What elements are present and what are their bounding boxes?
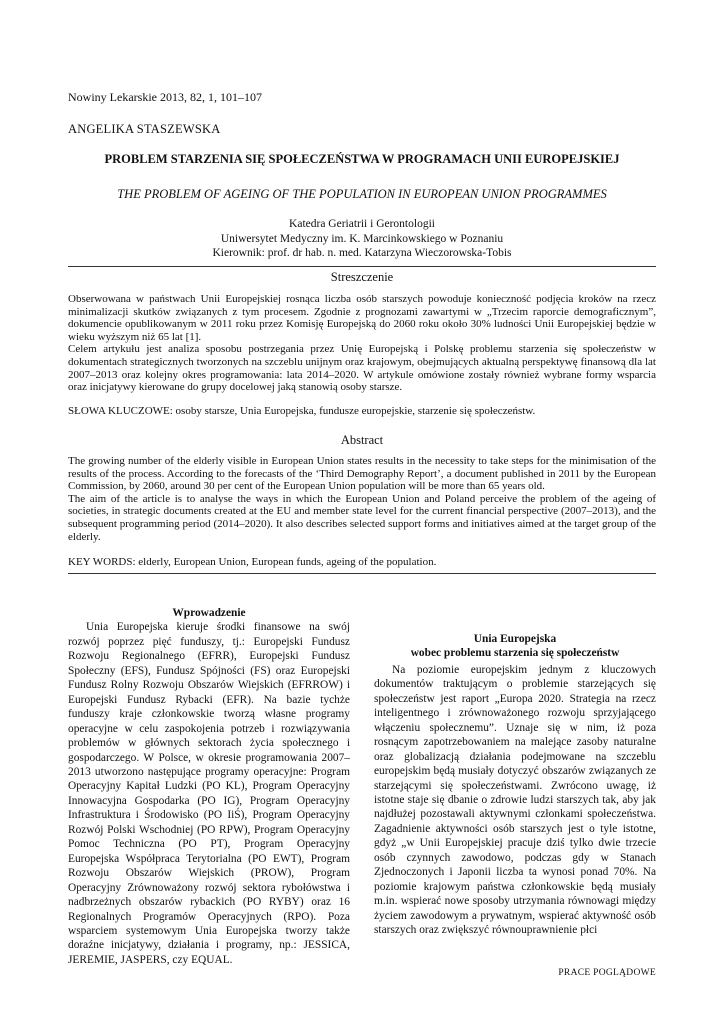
affiliation	[40, 217, 684, 261]
abstract-heading: Abstract	[340, 433, 384, 447]
title-english: THE PROBLEM OF AGEING OF THE POPULATION IN EUROPEAN UNION PROGRAMMES	[117, 187, 607, 201]
abstract-paragraph: The growing number of the elderly visible in European Union states results in the necessity to take steps for the minimisation of the results of the process. According to the forecasts of the ‘Third Demography Report’, a document published in 2011 by the European Commission, by 2060, around 30 per cent of the European Union population will be more than 65 years old.	[68, 455, 656, 493]
body-paragraph: Unia Europejska kieruje środki finansowe na swój rozwój poprzez pięć funduszy, tj.: Europejski Fundusz Rozwoju Regionalnego (EFRR), Europejski Fundusz Społeczny (EFS), Fundusz Spójności (FS) oraz Europejski Fundusz Rolny Rozwoju Obszarów Wiejskich (EFRROW) i Europejski Fundusz Rybacki (EFR). Na bazie tychże funduszy kraje członkowskie tworzą własne programy operacyjne w celu zaspokojenia potrzeb i rozwiązywania problemów w głównych sektorach życia społecznego i gospodarczego. W Polsce, w okresie programowania 2007–2013 utworzono następujące programy operacyjne: Program Operacyjny Kapitał Ludzki (PO KL), Program Operacyjny Innowacyjna Gospodarka (PO IG), Program Operacyjny Infrastruktura i Środowisko (PO IiŚ), Program Operacyjny Rozwój Polski Wschodniej (PO RPW), Program Operacyjny Pomoc Techniczna (PO PT), Program Operacyjny Europejska Współpraca Terytorialna (PO EWT), Program Rozwoju Obszarów Wiejskich (PROW), Program Operacyjny Zrównoważony rozwój sektora rybołówstwa i nadbrzeżnych obszarów rybackich (PO RYBY) oraz 16 Regionalnych Programów Operacyjnych (RPO). Poza wsparciem systemowym Unia Europejska tworzy także doraźne inicjatywy, działania i programy, np.: JESSICA, JEREMIE, JASPERS, czy EQUAL.	[68, 621, 350, 966]
left-column	[68, 606, 350, 967]
divider	[68, 266, 656, 267]
section-label: PRACE POGLĄDOWE	[558, 968, 656, 978]
right-column	[374, 600, 656, 938]
title-polish: PROBLEM STARZENIA SIĘ SPOŁECZEŃSTWA W PROGRAMACH UNII EUROPEJSKIEJ	[104, 152, 620, 166]
keywords-polish: SŁOWA KLUCZOWE: osoby starsze, Unia Europejska, fundusze europejskie, starzenie się społeczeństw.	[68, 405, 536, 417]
streszczenie-body	[68, 293, 656, 394]
section-heading-line: wobec problemu starzenia się społeczeństw	[410, 647, 620, 660]
body-paragraph: Na poziomie europejskim jednym z kluczowych dokumentów traktującym o problemie starzejących się społeczeństw jest raport „Europa 2020. Strategia na rzecz inteligentnego i zrównoważonego rozwoju sprzyjającego włączeniu społecznemu”. Uznaje się w nim, iż poza rosnącym zapotrzebowaniem na malejące zasoby naturalne oraz globalizacją działania podejmowane na szczeblu europejskim będą musiały dotyczyć obszarów związanych ze starzejącymi się społeczeństwami. Zwrócono uwagę, iż istotne staje się dbanie o zdrowie ludzi starszych tak, aby jak najdłużej pozostawali aktywnymi członkami społeczeństwa. Zagadnienie aktywności osób starszych jest o tyle istotne, gdyż „w Unii Europejskiej pracuje dziś tylko dwie trzecie osób czynnych zawodowo, podczas gdy w Stanach Zjednoczonych i Japonii liczba ta wynosi ponad 70%. Na poziomie krajowym państwa członkowskie będą musiały m.in. wspierać nowe sposoby utrzymania równowagi między życiem zawodowym a prywatnym, wspierać aktywność osób starszych oraz zwiększyć równouprawnienie płci	[374, 663, 656, 937]
section-heading-eu	[374, 632, 656, 661]
affiliation-line: Kierownik: prof. dr hab. n. med. Katarzyna Wieczorowska-Tobis	[212, 247, 512, 259]
section-heading-introduction: Wprowadzenie	[172, 607, 246, 619]
keywords-english: KEY WORDS: elderly, European Union, European funds, ageing of the population.	[68, 556, 437, 568]
streszczenie-heading: Streszczenie	[330, 270, 394, 284]
abstract-body	[68, 455, 656, 543]
divider	[68, 573, 656, 574]
abstract-paragraph: The aim of the article is to analyse the ways in which the European Union and Poland perceive the problem of the ageing of societies, in strategic documents created at the EU and member state level for the current financial perspective (2007–2013), and the subsequent programming period (2014–2020). It also describes selected support forms and initiatives aimed at the target group of the elderly.	[68, 492, 656, 543]
streszczenie-paragraph: Celem artykułu jest analiza sposobu postrzegania przez Unię Europejską i Polskę problemu starzenia się społeczeństw w dokumentach strategicznych tworzonych na szczeblu unijnym oraz krajowym, obejmujących aktualną perspektywę finansową dla lat 2007–2013 oraz kolejny okres programowania: lata 2014–2020. W artykule omówione zostały również wybrane formy wsparcia oraz inicjatywy kierowane do grupy docelowej jaką stanowią osoby starsze.	[68, 343, 656, 394]
author-name: ANGELIKA STASZEWSKA	[68, 122, 221, 136]
affiliation-line: Katedra Geriatrii i Gerontologii	[289, 218, 435, 230]
section-heading-line: Unia Europejska	[473, 633, 557, 645]
streszczenie-paragraph: Obserwowana w państwach Unii Europejskiej rosnąca liczba osób starszych powoduje konieczność podjęcia kroków na rzecz minimalizacji skutków związanych z tym procesem. Zgodnie z prognozami zawartymi w „Trzecim raporcie demograficznym”, dokumencie opublikowanym w 2011 roku przez Komisję Europejską do 2060 roku około 30% ludności Unii Europejskiej będzie w wieku wyższym niż 65 lat [1].	[68, 293, 656, 343]
journal-citation: Nowiny Lekarskie 2013, 82, 1, 101–107	[68, 90, 262, 104]
affiliation-line: Uniwersytet Medyczny im. K. Marcinkowskiego w Poznaniu	[220, 232, 504, 245]
